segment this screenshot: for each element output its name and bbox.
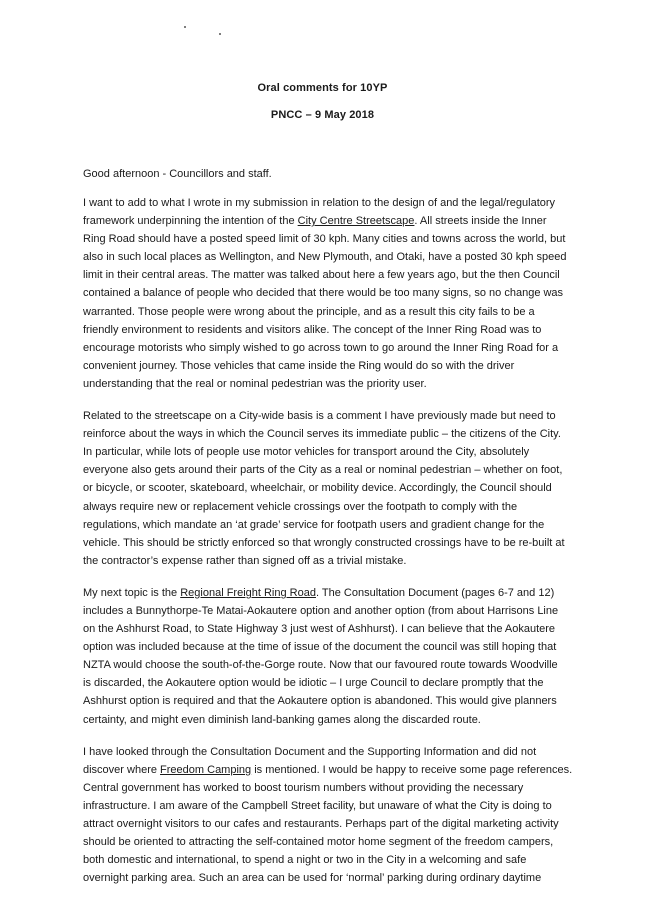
text-run: vehicle. This should be strictly enforced so that wrongly constructed crossings have to be re-built at (83, 536, 565, 549)
text-run: In particular, while lots of people use motor vehicles for transport around the City, absolutely (83, 446, 530, 459)
text-line (83, 516, 583, 534)
text-line (83, 303, 583, 321)
text-line (83, 851, 583, 869)
text-line (83, 443, 583, 461)
text-line (83, 797, 583, 815)
text-run: framework underpinning the intention of the (83, 215, 298, 228)
text-line (83, 321, 583, 339)
text-run: is mentioned. I would be happy to receive some page references. (251, 763, 573, 776)
text-line (83, 674, 583, 692)
document-body (83, 165, 583, 901)
text-run: My next topic is the (83, 586, 181, 599)
text-run: understanding that the real or nominal pedestrian was the priority user. (83, 377, 427, 390)
paragraph (83, 584, 583, 729)
text-run: is discarded, the Aokautere option would be idiotic – I urge Council to declare promptly that the (83, 677, 544, 690)
text-line (83, 284, 583, 302)
text-line (83, 425, 583, 443)
text-line (83, 248, 583, 266)
text-run: discover where (83, 763, 161, 776)
paragraph (83, 407, 583, 570)
paragraph-list (83, 194, 583, 887)
text-run: . The Consultation Document (pages 6-7 and 12) (315, 586, 555, 599)
text-run: always require new or replacement vehicle crossings over the footpath to comply with the (83, 500, 518, 513)
text-line (83, 833, 583, 851)
text-run: also in such local places as Wellington, and New Plymouth, and Otaki, have a posted 30 kph speed (83, 251, 567, 264)
text-line (83, 461, 583, 479)
text-run: overnight parking area. Such an area can be used for ‘normal’ parking during ordinary daytime (83, 872, 542, 885)
text-run: warranted. Those people were wrong about the principle, and as a result this city fails to be a (83, 305, 535, 318)
paragraph (83, 743, 583, 888)
text-run: convenient journey. Those vehicles that came inside the Ring would do so with the driver (83, 359, 515, 372)
text-run: attract overnight visitors to our cafes and restaurants. Perhaps part of the digital marketing activity (83, 818, 559, 830)
text-line (83, 869, 583, 887)
text-run: I want to add to what I wrote in my submission in relation to the design of and the legal/regulatory (83, 197, 556, 209)
text-run: I have looked through the Consultation Document and the Supporting Information and did not (83, 745, 537, 758)
greeting: Good afternoon - Councillors and staff. (83, 168, 272, 180)
text-run: friendly environment to residents and visitors alike. The concept of the Inner Ring Road was to (83, 323, 542, 336)
text-line (83, 266, 583, 284)
text-line (83, 479, 583, 497)
text-line (83, 584, 583, 602)
text-run: contained a balance of people who decided that there would be too many signs, so no change was (83, 287, 564, 300)
text-line (83, 212, 583, 230)
text-run: Ring Road should have a posted speed limit of 30 kph. Many cities and towns across the world, but (83, 233, 566, 246)
text-line (83, 357, 583, 375)
text-line (83, 743, 583, 761)
underlined-topic: Regional Freight Ring Road (180, 586, 316, 599)
text-line (83, 711, 583, 729)
text-line (83, 339, 583, 357)
scan-speck (184, 26, 186, 28)
text-run: should be oriented to attracting the self-contained motor home segment of the freedom campers, (83, 836, 554, 849)
text-run: or bicycle, or scooter, skateboard, wheelchair, or mobility device. Accordingly, the Council should (83, 482, 552, 495)
text-line (83, 779, 583, 797)
text-run: the contractor’s expense rather than signed off as a trivial mistake. (83, 554, 407, 567)
text-run: limit in their central areas. The matter was talked about here a few years ago, but the then Council (83, 269, 560, 282)
text-run: certainty, and might even diminish land-banking games along the discarded route. (83, 713, 481, 726)
text-run: Related to the streetscape on a City-wide basis is a comment I have previously made but need to (83, 410, 556, 423)
text-run: . All streets inside the Inner (414, 215, 547, 228)
text-line (83, 602, 583, 620)
underlined-topic: City Centre Streetscape (297, 215, 415, 228)
underlined-topic: Freedom Camping (160, 763, 252, 776)
text-run: NZTA would choose the south-of-the-Gorge route. Now that our favoured route towards Woodville (83, 659, 558, 672)
text-run: everyone also gets around their parts of the City as a real or nominal pedestrian – whether on foot, (83, 464, 563, 477)
document-subtitle: PNCC – 9 May 2018 (270, 109, 375, 121)
text-run: Ashhurst option is required and that the Aokautere option is abandoned. This would give planners (83, 695, 557, 708)
text-run: includes a Bunnythorpe-Te Matai-Aokautere option and another option (from about Harrisons Line (83, 604, 559, 617)
text-run: Central government has worked to boost tourism numbers without providing the necessary (83, 781, 524, 794)
text-line (83, 692, 583, 710)
text-line (83, 761, 583, 779)
text-line (83, 620, 583, 638)
text-line (83, 498, 583, 516)
text-run: reinforce about the ways in which the Council serves its immediate public – the citizens of the City. (83, 428, 561, 441)
paragraph (83, 194, 583, 393)
text-run: encourage motorists who simply wished to go across town to go around the Inner Ring Road for a (83, 341, 559, 354)
text-line (83, 815, 583, 833)
text-line (83, 656, 583, 674)
text-line (83, 552, 583, 570)
text-line (83, 375, 583, 393)
document-title: Oral comments for 10YP (257, 82, 388, 94)
text-line (83, 407, 583, 425)
text-run: on the Ashhurst Road, to State Highway 3 just west of Ashhurst). I can believe that the Aokautere (83, 623, 556, 636)
text-line (83, 638, 583, 656)
text-run: both domestic and international, to spend a night or two in the City in a welcoming and safe (83, 854, 527, 867)
text-run: regulations, which mandate an ‘at grade’ service for footpath users and gradient change for the (83, 518, 545, 531)
text-run: infrastructure. I am aware of the Campbell Street facility, but unaware of what the City is doing to (83, 799, 552, 812)
text-run: option was included because at the time of issue of the document the council was still hoping that (83, 641, 557, 654)
scan-speck (219, 33, 221, 35)
text-line (83, 194, 583, 212)
text-line (83, 230, 583, 248)
text-line (83, 534, 583, 552)
